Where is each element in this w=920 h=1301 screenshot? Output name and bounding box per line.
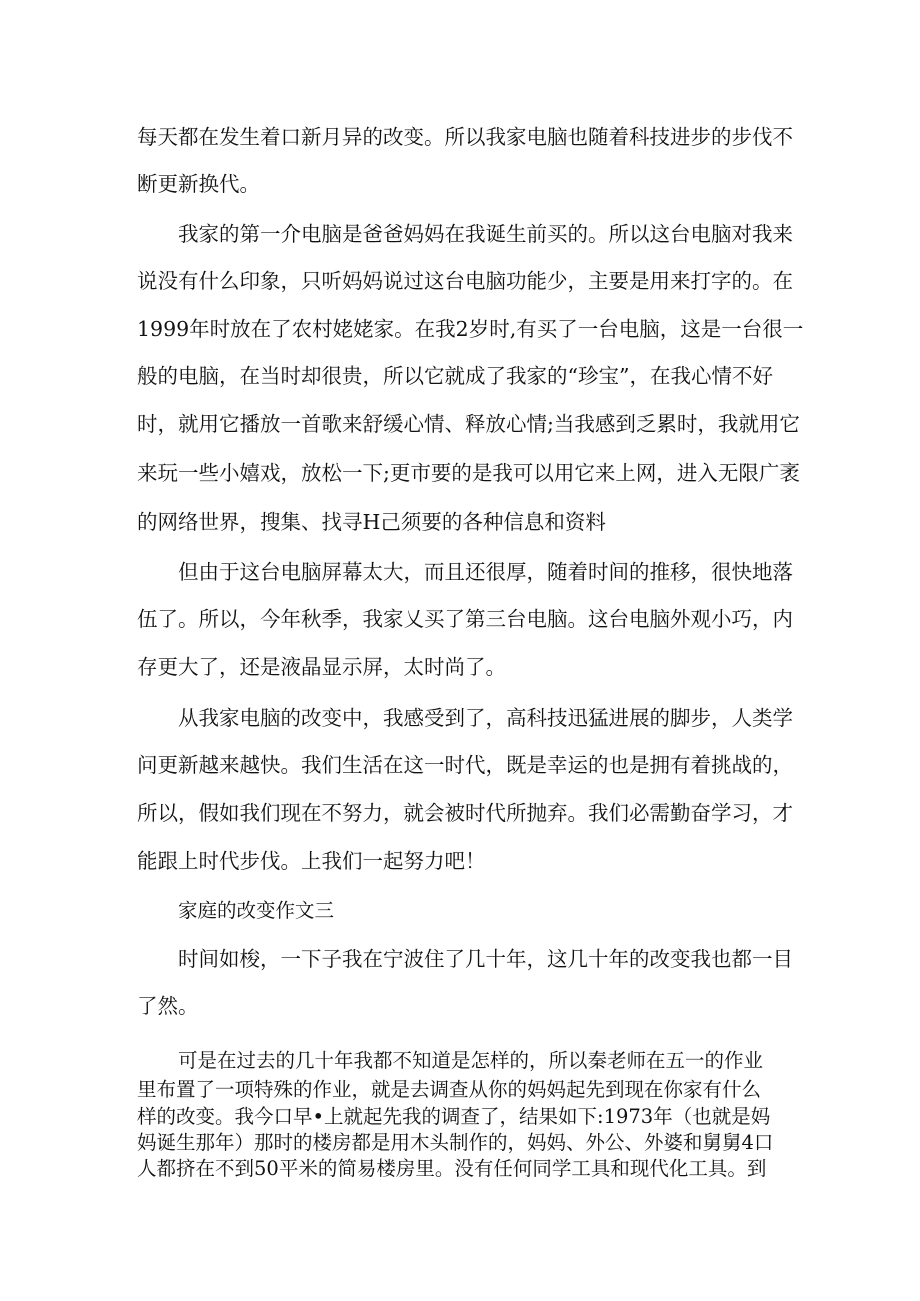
paragraph-1-line-1: 每天都在发生着口新月异的改变。所以我家电脑也随着科技进步的步伐不	[137, 125, 793, 149]
paragraph-6-line-1: 可是在过去的几十年我都不知道是怎样的，所以秦老师在五一的作业	[178, 1049, 764, 1072]
paragraph-3-line-1: 但由于这台电脑屏幕太大，而且还很厚，随着时间的推移，很快地落	[178, 560, 793, 584]
paragraph-5-line-2: 了然。	[137, 994, 199, 1018]
paragraph-5-line-1: 时间如梭，一下子我在宁波住了几十年，这几十年的改变我也都一目	[178, 947, 793, 971]
paragraph-2-line-2: 说没有什么印象，只听妈妈说过这台电脑功能少，主要是用来打字的。在	[137, 269, 793, 293]
paragraph-2-line-3: 1999年时放在了农村姥姥家。在我2岁时,有买了一台电脑，这是一台很一	[137, 317, 804, 341]
paragraph-4-line-4: 能跟上时代步伐。上我们一起努力吧！	[137, 849, 486, 873]
paragraph-3-line-3: 存更大了，还是液晶显示屏，太时尚了。	[137, 655, 506, 679]
paragraph-6-line-5: 人都挤在不到50平米的简易楼房里。没有任何同学工具和现代化工具。到	[137, 1157, 767, 1180]
paragraph-6-line-4: 妈诞生那年）那时的楼房都是用木头制作的，妈妈、外公、外婆和舅舅4口	[137, 1131, 774, 1154]
paragraph-3-line-2: 伍了。所以，今年秋季，我家乂买了第三台电脑。这台电脑外观小巧，内	[137, 607, 793, 631]
paragraph-2-line-5: 时，就用它播放一首歌来舒缓心情、释放心情;当我感到乏累时，我就用它	[137, 412, 800, 436]
section-heading: 家庭的改变作文三	[178, 899, 335, 922]
paragraph-4-line-3: 所以，假如我们现在不努力，就会被时代所抛弃。我们必需勤奋学习，才	[137, 801, 793, 825]
paragraph-6-line-3: 样的改变。我今口早•上就起先我的调查了，结果如下:1973年（也就是妈	[137, 1105, 771, 1128]
paragraph-4-line-1: 从我家电脑的改变中，我感受到了，高科技迅猛进展的脚步，人类学	[178, 706, 793, 730]
paragraph-4-line-2: 问更新越来越快。我们生活在这一时代，既是幸运的也是拥有着挑战的，	[137, 753, 793, 777]
paragraph-6-line-2: 里布置了一项特殊的作业，就是去调查从你的妈妈起先到现在你家有什么	[137, 1078, 762, 1101]
paragraph-2-line-7: 的网络世界，搜集、找寻H己须要的各种信息和资料	[137, 510, 606, 534]
paragraph-2-line-1: 我家的第一介电脑是爸爸妈妈在我诞生前买的。所以这台电脑对我来	[178, 222, 793, 246]
paragraph-1-line-2: 断更新换代。	[137, 172, 260, 196]
paragraph-2-line-6: 来玩一些小嬉戏，放松一下;更市要的是我可以用它来上网，进入无限广袤	[137, 461, 800, 485]
paragraph-2-line-4: 般的电脑，在当时却很贵，所以它就成了我家的“珍宝”，在我心情不好	[137, 364, 773, 388]
